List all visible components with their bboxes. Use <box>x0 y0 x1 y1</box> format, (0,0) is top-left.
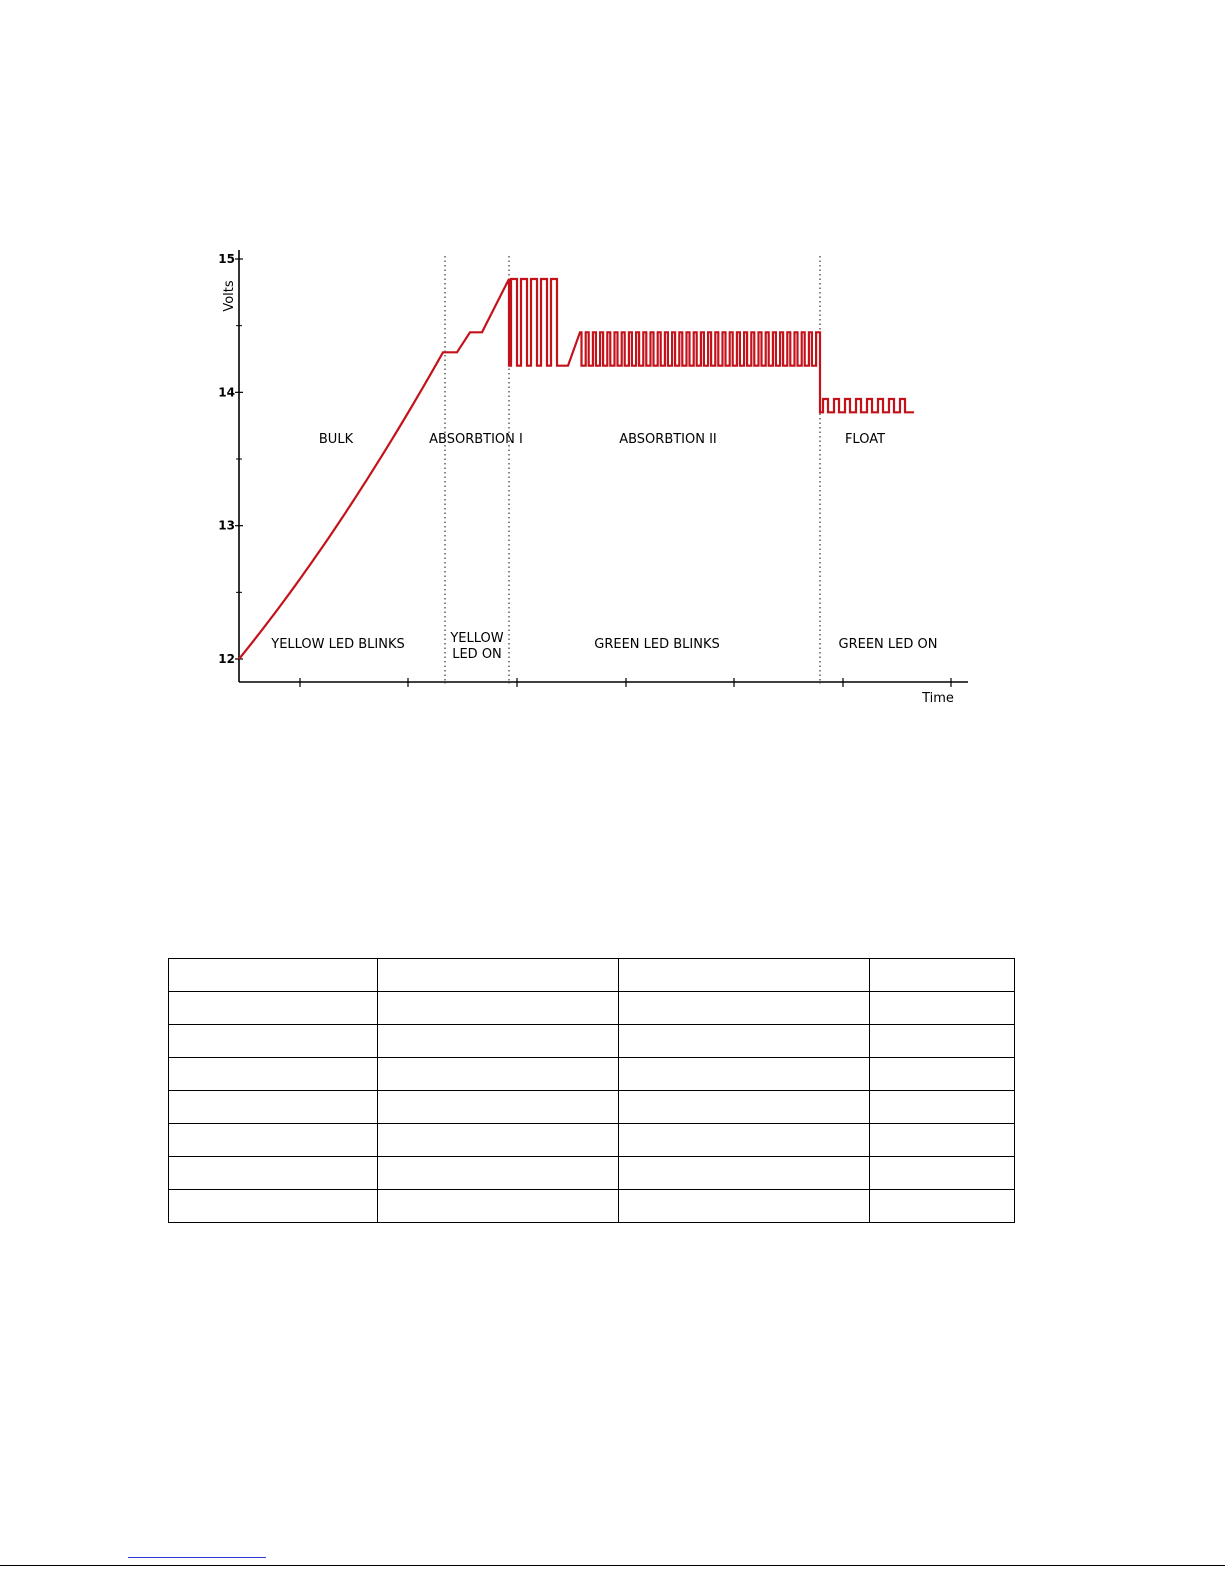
table-cell <box>619 1025 870 1058</box>
stage-led-label: GREEN LED ON <box>838 637 938 652</box>
table-cell <box>169 959 378 992</box>
table-cell <box>378 1025 619 1058</box>
table-row <box>169 1025 1015 1058</box>
voltage-curve <box>239 279 914 659</box>
table-cell <box>870 1058 1015 1091</box>
table-row <box>169 1124 1015 1157</box>
y-tick-label: 15 <box>218 252 235 266</box>
axis-ticks <box>218 252 951 687</box>
table-cell <box>870 992 1015 1025</box>
table-cell <box>378 1190 619 1223</box>
table-cell <box>169 1124 378 1157</box>
stage-name-label: ABSORBTION I <box>429 432 523 447</box>
table-cell <box>378 1058 619 1091</box>
table-cell <box>619 992 870 1025</box>
table-row <box>169 1190 1015 1223</box>
table-cell <box>169 1190 378 1223</box>
table-cell <box>378 959 619 992</box>
table-cell <box>870 1190 1015 1223</box>
stage-led-label: YELLOW LED BLINKS <box>271 637 405 652</box>
x-axis-title: Time <box>922 691 954 706</box>
table-cell <box>870 1124 1015 1157</box>
table-cell <box>619 959 870 992</box>
table-cell <box>619 1091 870 1124</box>
stage-dividers <box>445 256 820 684</box>
stage-name-label: BULK <box>318 432 354 447</box>
table-cell <box>378 992 619 1025</box>
table-row <box>169 959 1015 992</box>
table-cell <box>378 1124 619 1157</box>
y-tick-label: 14 <box>218 385 235 400</box>
table-row <box>169 1091 1015 1124</box>
footer-link-underline <box>128 1557 266 1558</box>
table-cell <box>619 1157 870 1190</box>
table-row <box>169 992 1015 1025</box>
table-cell <box>378 1091 619 1124</box>
y-axis-title: Volts <box>222 280 237 312</box>
table-cell <box>870 1091 1015 1124</box>
y-tick-label: 12 <box>218 652 235 666</box>
table-cell <box>169 992 378 1025</box>
chart-axes <box>239 250 968 682</box>
footer-rule <box>0 1565 1225 1566</box>
stage-name-label: ABSORBTION II <box>619 432 717 447</box>
table-row <box>169 1157 1015 1190</box>
y-tick-label: 13 <box>218 518 235 533</box>
table-cell <box>870 1025 1015 1058</box>
table-cell <box>169 1058 378 1091</box>
table-cell <box>169 1157 378 1190</box>
table-cell <box>619 1190 870 1223</box>
table-cell <box>870 1157 1015 1190</box>
table-row <box>169 1058 1015 1091</box>
table-cell <box>378 1157 619 1190</box>
stage-led-label: YELLOW LED ON <box>450 631 504 662</box>
voltage-line <box>239 279 914 659</box>
data-table <box>168 958 1015 1223</box>
table-cell <box>169 1025 378 1058</box>
stage-led-label: GREEN LED BLINKS <box>594 637 720 652</box>
table-cell <box>619 1058 870 1091</box>
stage-name-label: FLOAT <box>844 432 886 447</box>
table-cell <box>169 1091 378 1124</box>
table-body <box>169 959 1015 1223</box>
table-cell <box>870 959 1015 992</box>
table-cell <box>619 1124 870 1157</box>
charging-chart <box>0 0 1225 760</box>
